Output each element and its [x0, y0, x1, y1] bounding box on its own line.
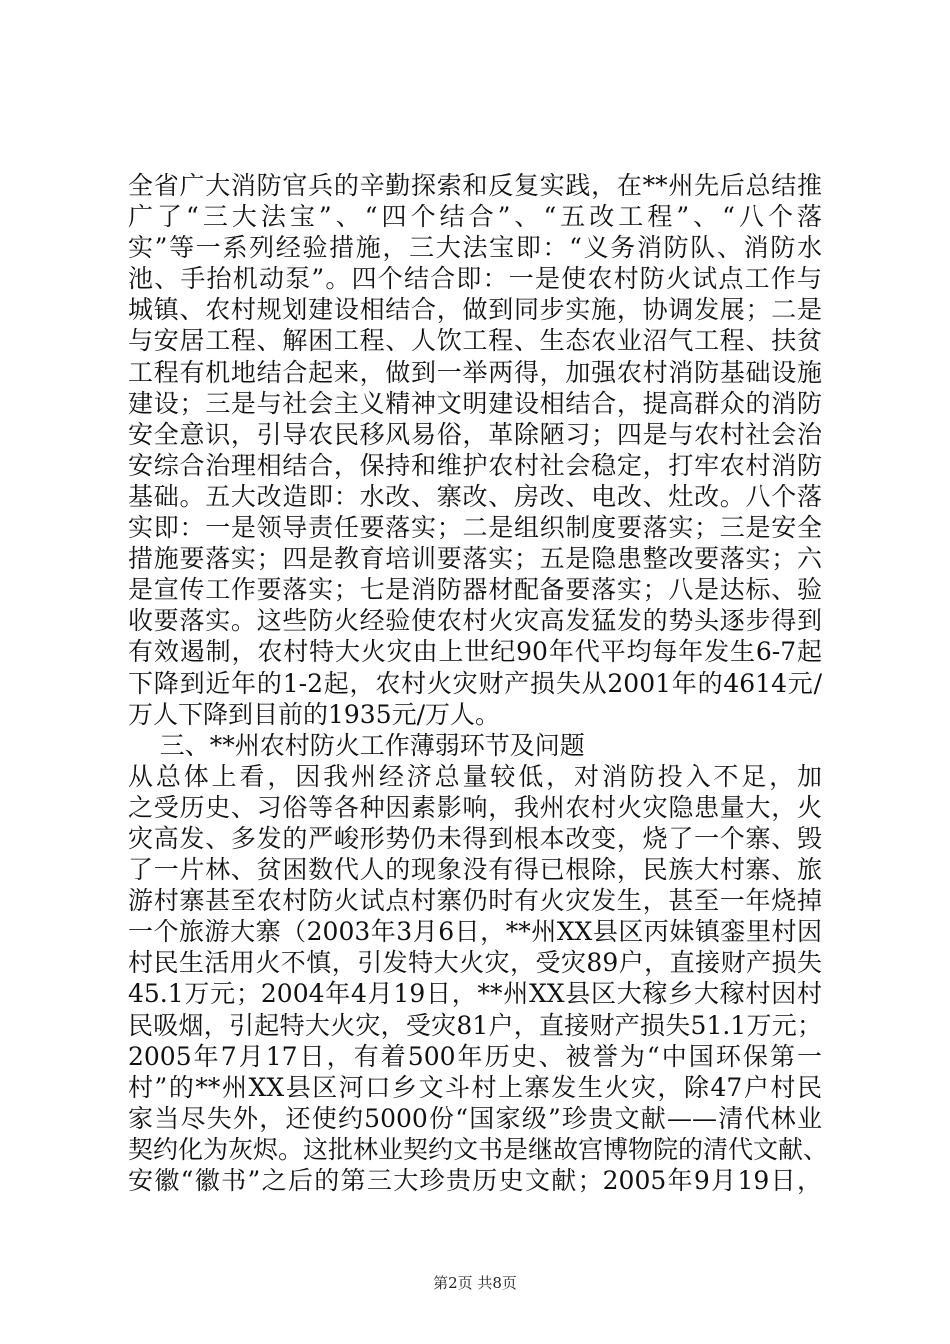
text-line: 工程有机地结合起来，做到一举两得，加强农村消防基础设施 [128, 357, 822, 387]
text-line: 2005年7月17日，有着500年历史、被誉为“中国环保第一 [128, 1041, 822, 1071]
text-line: 家当尽失外，还使约5000份“国家级”珍贵文献——清代林业 [128, 1103, 822, 1133]
text-line: 安徽“徽书”之后的第三大珍贵历史文献；2005年9月19日， [128, 1166, 822, 1195]
text-line: 下降到近年的1-2起，农村火灾财产损失从2001年的4614元/ [128, 668, 822, 698]
text-line: 安全意识，引导农民移风易俗，革除陋习；四是与农村社会治 [128, 419, 822, 449]
text-line: 了一片林、贫困数代人的现象没有得已根除，民族大村寨、旅 [128, 855, 822, 885]
text-line: 万人下降到目前的1935元/万人。 [128, 699, 501, 729]
page-footer: 第2页 共8页 [433, 1274, 517, 1292]
text-line: 有效遏制，农村特大火灾由上世纪90年代平均每年发生6-7起 [128, 637, 822, 667]
text-line: 村”的**州XX县区河口乡文斗村上寨发生火灾，除47户村民 [128, 1072, 822, 1102]
text-line: 收要落实。这些防火经验使农村火灾高发猛发的势头逐步得到 [128, 606, 822, 636]
text-line: 契约化为灰烬。这批林业契约文书是继故宫博物院的清代文献、 [128, 1134, 829, 1164]
text-line: 民吸烟，引起特大火灾，受灾81户，直接财产损失51.1万元； [128, 1010, 822, 1040]
text-line: 之受历史、习俗等各种因素影响，我州农村火灾隐患量大，火 [128, 792, 822, 822]
text-line: 实即：一是领导责任要落实；二是组织制度要落实；三是安全 [128, 513, 822, 543]
text-line: 是宣传工作要落实；七是消防器材配备要落实；八是达标、验 [128, 575, 822, 605]
text-line: 村民生活用火不慎，引发特大火灾，受灾89户，直接财产损失 [128, 948, 822, 978]
text-line: 游村寨甚至农村防火试点村寨仍时有火灾发生，甚至一年烧掉 [128, 886, 822, 916]
text-line: 措施要落实；四是教育培训要落实；五是隐患整改要落实；六 [128, 544, 822, 574]
text-line: 与安居工程、解困工程、人饮工程、生态农业沼气工程、扶贫 [128, 326, 822, 356]
text-line: 基础。五大改造即：水改、寨改、房改、电改、灶改。八个落 [128, 481, 822, 511]
text-line: 广了“三大法宝”、“四个结合”、“五改工程”、“八个落 [128, 202, 822, 232]
document-body [128, 170, 829, 1196]
text-line: 全省广大消防官兵的辛勤探索和反复实践，在**州先后总结推 [128, 171, 822, 200]
text-line: 45.1万元；2004年4月19日，**州XX县区大稼乡大稼村因村 [128, 979, 822, 1009]
text-line: 安综合治理相结合，保持和维护农村社会稳定，打牢农村消防 [128, 450, 822, 480]
text-line: 实”等一系列经验措施，三大法宝即：“义务消防队、消防水 [128, 233, 822, 263]
text-line: 建设；三是与社会主义精神文明建设相结合，提高群众的消防 [128, 388, 822, 418]
text-line: 池、手抬机动泵”。四个结合即：一是使农村防火试点工作与 [128, 264, 822, 294]
text-line: 一个旅游大寨（2003年3月6日，**州XX县区丙妹镇銮里村因 [128, 917, 822, 947]
text-line: 三、**州农村防火工作薄弱环节及问题 [128, 730, 585, 760]
text-line: 灾高发、多发的严峻形势仍未得到根本改变，烧了一个寨、毁 [128, 823, 822, 853]
text-line: 城镇、农村规划建设相结合，做到同步实施，协调发展；二是 [128, 295, 822, 325]
text-line: 从总体上看，因我州经济总量较低，对消防投入不足，加 [128, 761, 822, 791]
